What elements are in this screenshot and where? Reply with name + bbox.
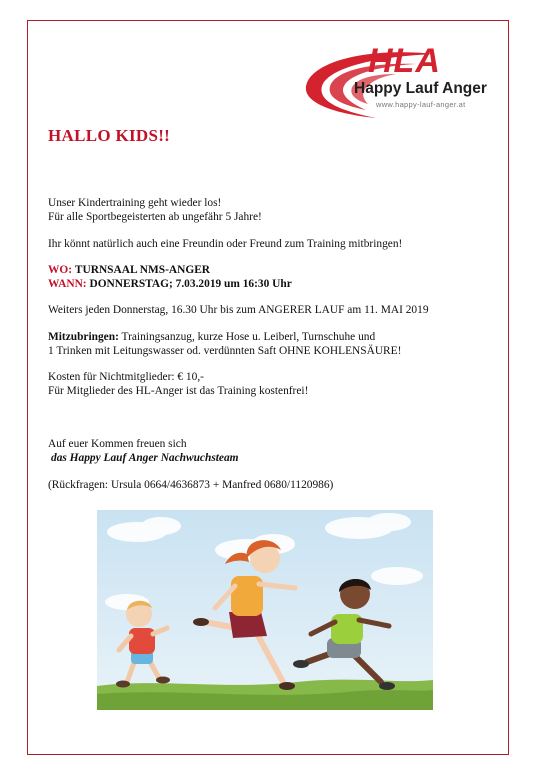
- logo-abbr: HLA: [368, 42, 441, 80]
- when-line: [48, 277, 292, 291]
- friends-block: [48, 237, 402, 251]
- hla-logo: [296, 42, 491, 122]
- where-label: WO:: [48, 264, 73, 276]
- bring-line-2: 1 Trinken mit Leitungswasser od. verdünnten Saft OHNE KOHLENSÄURE!: [48, 345, 402, 357]
- costs-line-2: Für Mitglieder des HL-Anger ist das Training kostenfrei!: [48, 385, 309, 397]
- contact-text: (Rückfragen: Ursula 0664/4636873 + Manfred 0680/1120986): [48, 479, 334, 491]
- bring-label: Mitzubringen:: [48, 331, 119, 343]
- where-line: [48, 263, 292, 277]
- when-label: WANN:: [48, 278, 87, 290]
- kids-running-illustration: [97, 510, 433, 710]
- costs-line-1: Kosten für Nichtmitglieder: € 10,-: [48, 371, 204, 383]
- logo-url: www.happy-lauf-anger.at: [376, 100, 466, 109]
- bring-block: [48, 330, 401, 358]
- where-value: TURNSAAL NMS-ANGER: [74, 264, 211, 276]
- bring-text-1: Trainingsanzug, kurze Hose u. Leiberl, Turnschuhe und: [121, 331, 376, 343]
- contact-block: [48, 478, 333, 492]
- page-title: HALLO KIDS!!: [48, 126, 171, 145]
- schedule-text: Weiters jeden Donnerstag, 16.30 Uhr bis zum ANGERER LAUF am 11. MAI 2019: [48, 304, 429, 316]
- kids-running-image: [97, 510, 433, 710]
- schedule-block: [48, 303, 429, 317]
- intro-block: [48, 196, 262, 224]
- logo-name: Happy Lauf Anger: [354, 80, 487, 97]
- closing-line-1: Auf euer Kommen freuen sich: [48, 438, 187, 450]
- event-details: [48, 263, 292, 291]
- closing-line-2: das Happy Lauf Anger Nachwuchsteam: [51, 452, 239, 464]
- intro-line-2: Für alle Sportbegeisterten ab ungefähr 5 Jahre!: [48, 211, 262, 223]
- when-value: DONNERSTAG; 7.03.2019 um 16:30 Uhr: [89, 278, 292, 290]
- closing-block: [48, 437, 239, 465]
- bring-line-1: [48, 330, 401, 344]
- costs-block: [48, 370, 308, 398]
- intro-line-1: Unser Kindertraining geht wieder los!: [48, 197, 222, 209]
- friends-text: Ihr könnt natürlich auch eine Freundin oder Freund zum Training mitbringen!: [48, 238, 403, 250]
